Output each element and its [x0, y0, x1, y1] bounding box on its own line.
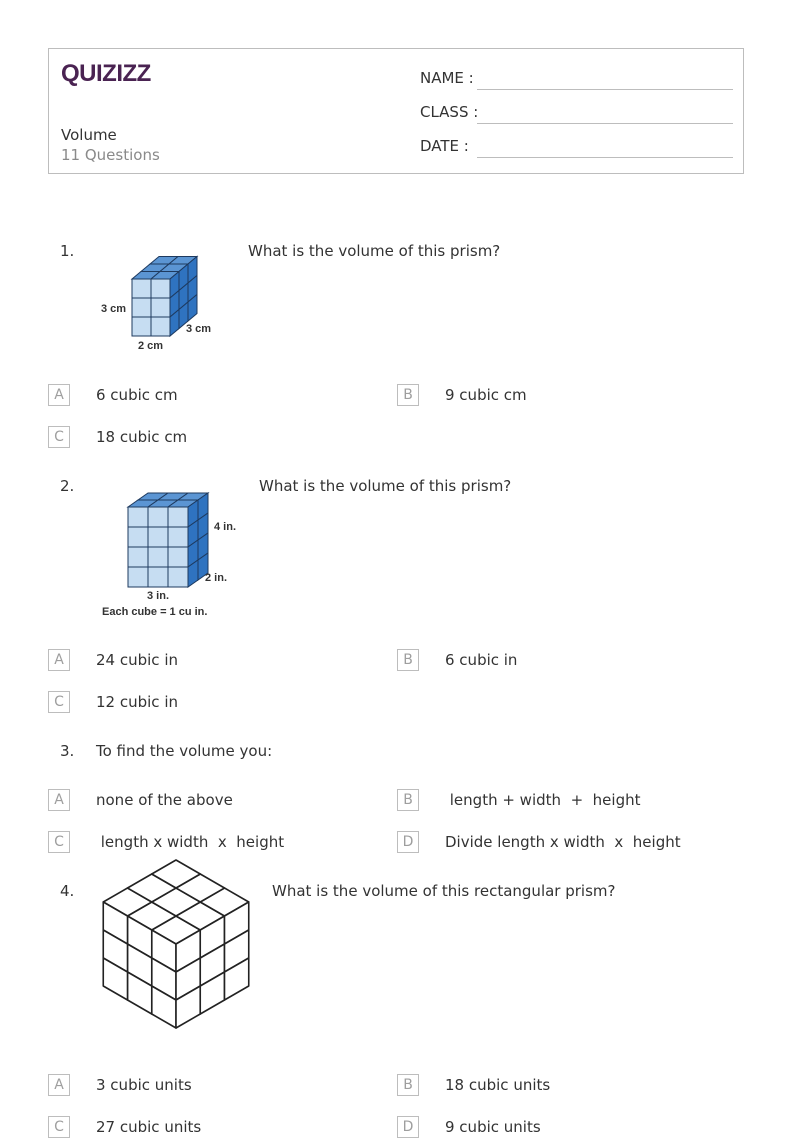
question-4-option-a-text: 3 cubic units [96, 1076, 192, 1094]
question-1-option-c[interactable]: C [48, 426, 70, 448]
worksheet-title: Volume [61, 126, 117, 144]
cube-front-face [128, 507, 148, 527]
question-4-option-b[interactable]: B [397, 1074, 419, 1096]
cube-front-face [128, 547, 148, 567]
cube-front-face [132, 279, 151, 298]
question-1-option-a[interactable]: A [48, 384, 70, 406]
question-4-option-d-text: 9 cubic units [445, 1118, 541, 1136]
cube-front-face [168, 547, 188, 567]
cube-front-face [128, 527, 148, 547]
svg-text:2 cm: 2 cm [138, 340, 164, 352]
question-2-option-c-text: 12 cubic in [96, 693, 178, 711]
question-2-option-a-text: 24 cubic in [96, 651, 178, 669]
question-4-option-c[interactable]: C [48, 1116, 70, 1138]
question-1-option-b-text: 9 cubic cm [445, 386, 527, 404]
question-1-option-b[interactable]: B [397, 384, 419, 406]
question-3-option-a[interactable]: A [48, 789, 70, 811]
question-1-prism-figure [98, 248, 228, 356]
question-4-option-a[interactable]: A [48, 1074, 70, 1096]
svg-text:Each cube = 1 cu in.: Each cube = 1 cu in. [102, 606, 208, 618]
cube-front-face [132, 317, 151, 336]
question-1-number: 1. [60, 242, 75, 260]
question-4-option-b-text: 18 cubic units [445, 1076, 551, 1094]
question-4-option-d[interactable]: D [397, 1116, 419, 1138]
class-field[interactable] [477, 123, 733, 124]
question-3-option-d[interactable]: D [397, 831, 419, 853]
date-label: DATE : [420, 137, 469, 155]
svg-text:3 cm: 3 cm [101, 303, 127, 315]
worksheet-header [48, 48, 744, 174]
question-2-prism-figure [98, 484, 248, 624]
quizizz-logo [61, 59, 153, 87]
question-3-option-c-text: length x width x height [96, 833, 285, 851]
svg-text:4 in.: 4 in. [214, 521, 237, 533]
name-field[interactable] [477, 89, 733, 90]
cube-front-face [168, 507, 188, 527]
question-2-option-c[interactable]: C [48, 691, 70, 713]
question-3-option-c[interactable]: C [48, 831, 70, 853]
cube-front-face [151, 279, 170, 298]
question-2-number: 2. [60, 477, 75, 495]
svg-text:2 in.: 2 in. [205, 572, 228, 584]
svg-text:3 in.: 3 in. [147, 590, 170, 602]
question-2-option-b-text: 6 cubic in [445, 651, 518, 669]
svg-text:QUIZIZZ: QUIZIZZ [61, 60, 151, 87]
question-count: 11 Questions [61, 146, 160, 164]
cube-front-face [148, 507, 168, 527]
question-3-option-b[interactable]: B [397, 789, 419, 811]
question-2-text: What is the volume of this prism? [259, 477, 512, 495]
question-4-number: 4. [60, 882, 75, 900]
class-label: CLASS : [420, 103, 479, 121]
date-field[interactable] [477, 157, 733, 158]
question-3-text: To find the volume you: [96, 742, 273, 760]
question-2-option-b[interactable]: B [397, 649, 419, 671]
question-3-number: 3. [60, 742, 75, 760]
cube-front-face [132, 298, 151, 317]
cube-front-face [168, 527, 188, 547]
question-3-option-b-text: length + width + height [445, 791, 641, 809]
cube-front-face [151, 317, 170, 336]
cube-front-face [148, 547, 168, 567]
cube-front-face [151, 298, 170, 317]
question-1-option-a-text: 6 cubic cm [96, 386, 178, 404]
question-4-text: What is the volume of this rectangular prism? [272, 882, 616, 900]
question-4-option-c-text: 27 cubic units [96, 1118, 202, 1136]
cube-front-face [128, 567, 148, 587]
question-2-option-a[interactable]: A [48, 649, 70, 671]
svg-text:3 cm: 3 cm [186, 323, 212, 335]
question-3-option-a-text: none of the above [96, 791, 233, 809]
name-label: NAME : [420, 69, 474, 87]
cube-front-face [148, 527, 168, 547]
question-3-option-d-text: Divide length x width x height [445, 833, 681, 851]
question-1-text: What is the volume of this prism? [248, 242, 501, 260]
cube-front-face [148, 567, 168, 587]
question-4-cube-figure [94, 878, 260, 1050]
question-1-option-c-text: 18 cubic cm [96, 428, 188, 446]
cube-front-face [168, 567, 188, 587]
